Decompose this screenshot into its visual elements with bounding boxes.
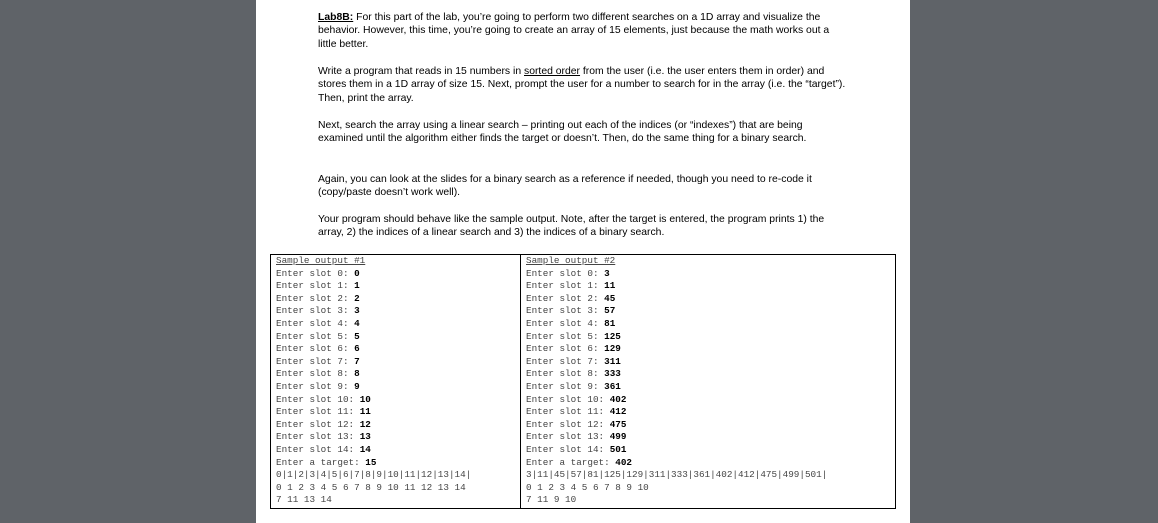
slot-label: Enter slot 9: (526, 380, 605, 392)
slot-value: 412 (609, 406, 627, 418)
target-label: Enter a target: (526, 456, 616, 468)
slot-value: 14 (359, 443, 371, 455)
slides-text: Again, you can look at the slides for a binary search as a reference if needed, though you need to re-code it (copy/paste doesn’t work well). (318, 174, 812, 199)
slot-value: 5 (354, 330, 360, 342)
slot-label: Enter slot 4: (526, 317, 605, 329)
slot-line (526, 444, 895, 457)
slot-value: 499 (609, 431, 627, 443)
slot-value: 81 (604, 317, 616, 329)
slot-label: Enter slot 7: (526, 355, 605, 367)
slot-label: Enter slot 2: (526, 292, 605, 304)
slot-line (526, 293, 895, 306)
linear-search-line (526, 482, 895, 495)
slot-value: 3 (354, 305, 360, 317)
target-value: 15 (365, 456, 377, 468)
search-text: Next, search the array using a linear search – printing out each of the indices (or “indexes”) that are being examined until the algorithm either finds the target or doesn’t. Then, do the same thing for a binary search. (318, 120, 807, 145)
slot-value: 13 (359, 431, 371, 443)
slot-line (276, 381, 520, 394)
slot-value: 45 (604, 292, 616, 304)
slot-line (526, 280, 895, 293)
slot-value: 10 (359, 393, 371, 405)
program-paragraph (318, 65, 848, 105)
slot-value: 11 (604, 280, 616, 292)
slot-value: 8 (354, 368, 360, 380)
slot-label: Enter slot 10: (276, 393, 360, 405)
slot-line (276, 331, 520, 344)
slot-label: Enter slot 11: (526, 406, 610, 418)
slot-label: Enter slot 0: (276, 267, 355, 279)
slot-label: Enter slot 12: (276, 418, 360, 430)
slot-value: 333 (604, 368, 621, 380)
slot-line (526, 318, 895, 331)
slot-line (276, 343, 520, 356)
binary-search-output: 7 11 13 14 (276, 494, 332, 506)
sample-header-line (276, 255, 520, 268)
lab-title: Lab8B: (318, 12, 354, 23)
slot-label: Enter slot 0: (526, 267, 605, 279)
slot-value: 57 (604, 305, 616, 317)
slot-value: 6 (354, 343, 360, 355)
sorted-order-text: sorted order (524, 66, 581, 77)
array-output-line (276, 469, 520, 482)
slot-value: 0 (354, 267, 360, 279)
linear-search-output: 0 1 2 3 4 5 6 7 8 9 10 (526, 481, 649, 493)
target-line (276, 457, 520, 470)
slot-line (526, 343, 895, 356)
document-page (256, 0, 910, 523)
slot-line (276, 356, 520, 369)
slot-value: 4 (354, 317, 360, 329)
slot-value: 12 (359, 418, 371, 430)
slot-value: 129 (604, 343, 621, 355)
slot-label: Enter slot 14: (276, 443, 360, 455)
sample-header-line (526, 255, 895, 268)
program-text-post: from the user (i.e. the user enters them in order) and stores them in a 1D array of size 15. Next, prompt the user for a number to search for in the array (i.e. the “target”). Then, print the array. (318, 66, 846, 104)
slot-line (526, 268, 895, 281)
slot-value: 501 (609, 443, 627, 455)
slot-label: Enter slot 14: (526, 443, 610, 455)
slot-label: Enter slot 5: (276, 330, 355, 342)
array-output: 3|11|45|57|81|125|129|311|333|361|402|412|475|499|501| (526, 469, 828, 481)
target-value: 402 (615, 456, 633, 468)
slot-line (276, 305, 520, 318)
slot-line (276, 293, 520, 306)
slot-line (276, 268, 520, 281)
slot-line (276, 419, 520, 432)
slot-line (526, 406, 895, 419)
binary-search-line (276, 494, 520, 507)
slot-line (526, 356, 895, 369)
slot-label: Enter slot 11: (276, 406, 360, 418)
slot-value: 402 (609, 393, 627, 405)
slot-value: 1 (354, 280, 360, 292)
slot-value: 475 (609, 418, 627, 430)
search-paragraph (318, 119, 848, 146)
slot-label: Enter slot 9: (276, 380, 355, 392)
slot-value: 7 (354, 355, 360, 367)
slot-line (276, 318, 520, 331)
slot-line (526, 394, 895, 407)
slot-line (276, 444, 520, 457)
slot-label: Enter slot 6: (276, 343, 355, 355)
intro-paragraph (318, 11, 848, 51)
behavior-paragraph (318, 213, 848, 240)
slot-value: 311 (604, 355, 621, 367)
slot-value: 9 (354, 380, 360, 392)
slot-line (526, 305, 895, 318)
slot-label: Enter slot 1: (276, 280, 355, 292)
slot-label: Enter slot 3: (526, 305, 605, 317)
slot-line (276, 394, 520, 407)
slot-label: Enter slot 1: (526, 280, 605, 292)
intro-text: For this part of the lab, you’re going to perform two different searches on a 1D array and visualize the behavior. However, this time, you’re going to create an array of 15 elements, just because the math works out a little better. (318, 12, 830, 50)
sample-output-2 (521, 255, 895, 508)
slot-label: Enter slot 12: (526, 418, 610, 430)
slot-line (526, 368, 895, 381)
slot-line (276, 368, 520, 381)
slot-label: Enter slot 13: (276, 431, 360, 443)
slot-label: Enter slot 5: (526, 330, 605, 342)
slot-value: 2 (354, 292, 360, 304)
slot-label: Enter slot 2: (276, 292, 355, 304)
slot-value: 125 (604, 330, 621, 342)
program-text-pre: Write a program that reads in 15 numbers in (318, 66, 524, 77)
slot-line (276, 280, 520, 293)
target-label: Enter a target: (276, 456, 366, 468)
slot-label: Enter slot 10: (526, 393, 610, 405)
slot-line (276, 431, 520, 444)
linear-search-line (276, 482, 520, 495)
slot-label: Enter slot 3: (276, 305, 355, 317)
slot-line (526, 381, 895, 394)
slot-value: 361 (604, 380, 621, 392)
binary-search-output: 7 11 9 10 (526, 494, 577, 506)
behavior-text: Your program should behave like the sample output. Note, after the target is entered, the program prints 1) the array, 2) the indices of a linear search and 3) the indices of a binary search. (318, 214, 825, 239)
sample-header: Sample output #1 (276, 255, 366, 266)
slot-line (276, 406, 520, 419)
array-output-line (526, 469, 895, 482)
target-line (526, 457, 895, 470)
slot-line (526, 431, 895, 444)
linear-search-output: 0 1 2 3 4 5 6 7 8 9 10 11 12 13 14 (276, 481, 466, 493)
sample-output-table (270, 254, 896, 509)
slot-label: Enter slot 4: (276, 317, 355, 329)
slides-paragraph (318, 173, 848, 200)
slot-value: 3 (604, 267, 610, 279)
slot-label: Enter slot 7: (276, 355, 355, 367)
slot-label: Enter slot 8: (526, 368, 605, 380)
array-output: 0|1|2|3|4|5|6|7|8|9|10|11|12|13|14| (276, 469, 472, 481)
slot-line (526, 331, 895, 344)
binary-search-line (526, 494, 895, 507)
slot-value: 11 (359, 406, 371, 418)
slot-label: Enter slot 13: (526, 431, 610, 443)
sample-output-1 (271, 255, 521, 508)
slot-label: Enter slot 6: (526, 343, 605, 355)
sample-header: Sample output #2 (526, 255, 616, 266)
slot-line (526, 419, 895, 432)
slot-label: Enter slot 8: (276, 368, 355, 380)
